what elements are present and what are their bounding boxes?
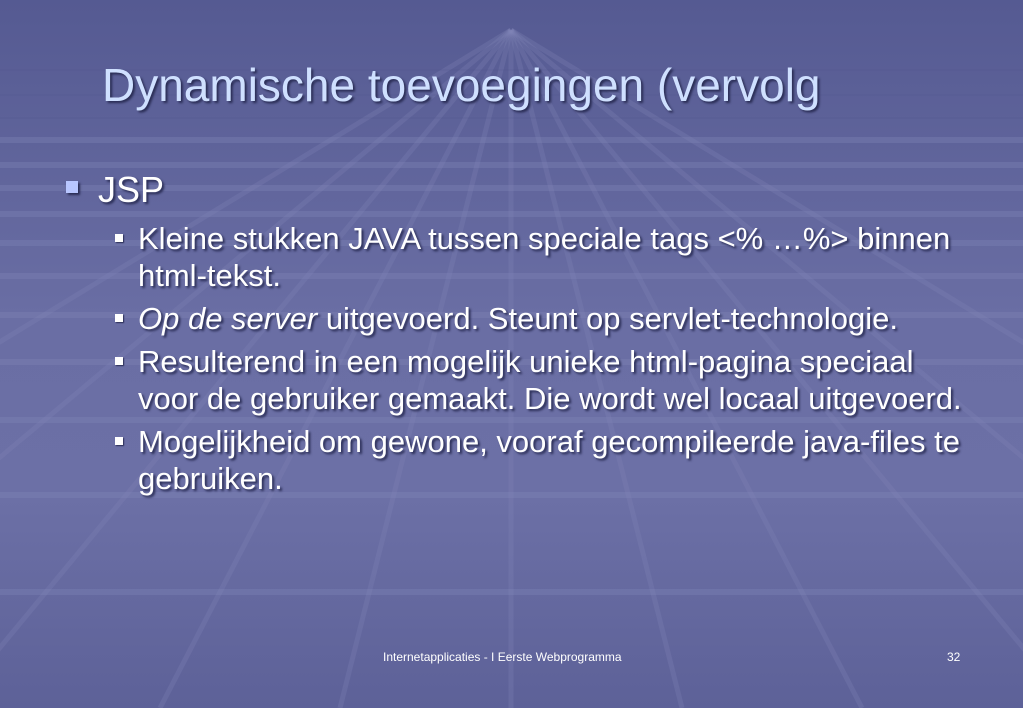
small-square-bullet-icon [115,357,123,365]
bullet-jsp [60,168,980,212]
page-number: 32 [947,650,961,664]
small-square-bullet-icon [115,437,123,445]
small-square-bullet-icon [115,314,123,322]
square-bullet-icon [66,181,78,193]
small-square-bullet-icon [115,234,123,242]
slide-title: Dynamische toevoegingen (vervolg [102,59,821,111]
footer-title: Internetapplicaties - I Eerste Webprogramma [383,650,622,664]
sub-bullet-3-text: Resulterend in een mogelijk unieke html-pagina speciaal voor de gebruiker gemaakt. Die wordt wel locaal uitgevoerd. [138,344,962,416]
slide-content [60,168,980,503]
sub-bullet-2-italic-text: Op de server [138,301,318,336]
sub-bullet-3 [138,343,978,417]
sub-bullet-2 [138,300,978,337]
bullet-jsp-text: JSP [98,169,165,210]
sub-bullet-2-text: uitgevoerd. Steunt op servlet-technologie. [317,301,898,336]
sub-bullet-1-text: Kleine stukken JAVA tussen speciale tags <% …%> binnen html-tekst. [138,221,951,293]
sub-bullet-1 [138,220,978,294]
sub-bullet-4-text: Mogelijkheid om gewone, vooraf gecompileerde java-files te gebruiken. [138,424,960,496]
sub-bullet-4 [138,423,978,497]
